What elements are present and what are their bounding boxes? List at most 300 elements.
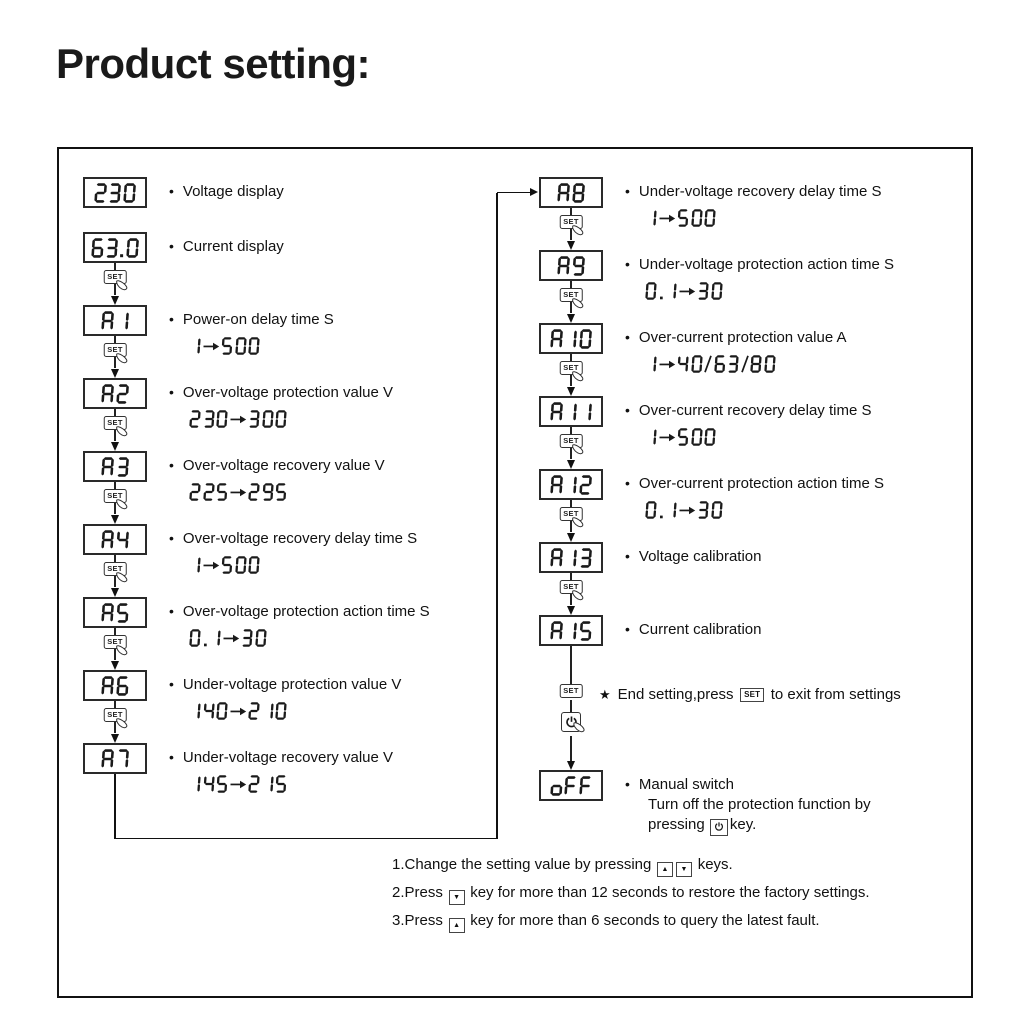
item-label: Power-on delay time S bbox=[182, 311, 334, 328]
range-arrow-icon bbox=[230, 775, 247, 793]
range-arrow-icon bbox=[230, 483, 247, 501]
seven-segment-char bbox=[241, 629, 253, 647]
flow-item bbox=[69, 451, 430, 524]
note-text: 1.Change the setting value by pressing bbox=[392, 856, 652, 873]
flow-item bbox=[525, 542, 894, 615]
note-line bbox=[392, 879, 870, 907]
hand-pointer-icon bbox=[571, 298, 586, 310]
flow-item-description bbox=[169, 232, 284, 257]
power-key-inline bbox=[710, 819, 728, 836]
seven-segment-char bbox=[711, 501, 723, 519]
hand-pointer-icon bbox=[115, 572, 130, 584]
flow-item-box-column bbox=[69, 524, 161, 597]
flow-item-description bbox=[169, 177, 284, 202]
item-label-row bbox=[169, 238, 284, 257]
flow-connector bbox=[69, 208, 161, 232]
seven-segment-char bbox=[101, 384, 114, 404]
connector-line-horizontal bbox=[114, 838, 497, 840]
flow-item-description bbox=[625, 469, 884, 519]
item-label: Over-voltage recovery delay time S bbox=[182, 530, 418, 547]
hand-pointer-icon bbox=[115, 499, 130, 511]
segment-display bbox=[539, 770, 603, 801]
set-key bbox=[560, 288, 583, 302]
connector-line bbox=[570, 736, 572, 761]
flow-item-box-column bbox=[525, 250, 617, 323]
connector-line-vertical-left bbox=[114, 774, 116, 839]
flow-connector bbox=[525, 646, 901, 770]
note-text: keys. bbox=[697, 856, 733, 873]
hand-pointer-icon bbox=[115, 645, 130, 657]
range-arrow-icon bbox=[230, 702, 247, 720]
set-key bbox=[560, 684, 583, 698]
bullet-icon: • bbox=[169, 676, 174, 692]
seven-segment-char bbox=[579, 475, 592, 495]
seven-segment-char bbox=[203, 483, 215, 501]
seven-segment-char bbox=[116, 749, 129, 769]
seven-segment-char bbox=[704, 209, 716, 227]
item-label-row bbox=[169, 311, 334, 330]
item-label-row bbox=[625, 183, 882, 202]
bullet-icon: • bbox=[169, 311, 174, 327]
seven-segment-char bbox=[262, 702, 274, 720]
seven-segment-char bbox=[216, 702, 228, 720]
hand-pointer-icon bbox=[571, 517, 586, 529]
flow-connector bbox=[525, 208, 617, 250]
item-label: Under-voltage recovery value V bbox=[182, 749, 394, 766]
segment-dot bbox=[659, 282, 664, 300]
segment-display bbox=[539, 396, 603, 427]
flow-item-description bbox=[169, 670, 401, 720]
flow-connector bbox=[69, 263, 161, 305]
flow-item bbox=[69, 305, 430, 378]
set-key-label: SET bbox=[104, 343, 127, 357]
item-label: Voltage display bbox=[182, 183, 284, 200]
set-key bbox=[560, 361, 583, 375]
seven-segment-char bbox=[248, 556, 260, 574]
item-range-display bbox=[189, 481, 385, 501]
seven-segment-char bbox=[550, 621, 563, 641]
seven-segment-char bbox=[101, 311, 114, 331]
seven-segment-char bbox=[262, 410, 274, 428]
flow-item-box-column bbox=[525, 542, 617, 615]
seven-segment-char bbox=[116, 311, 129, 331]
set-key bbox=[104, 635, 127, 649]
item-range-display bbox=[189, 408, 393, 428]
flow-item bbox=[69, 670, 430, 743]
note-text: 2.Press bbox=[392, 884, 443, 901]
flow-item bbox=[525, 770, 894, 836]
flow-item-box-column bbox=[69, 597, 161, 670]
end-setting-note bbox=[599, 686, 901, 703]
seven-segment-char bbox=[275, 483, 287, 501]
set-key-label: SET bbox=[104, 708, 127, 722]
segment-display bbox=[83, 451, 147, 482]
seven-segment-char bbox=[108, 183, 121, 203]
set-key bbox=[560, 215, 583, 229]
seven-segment-char bbox=[221, 556, 233, 574]
power-icon bbox=[714, 822, 724, 832]
seven-segment-char bbox=[189, 775, 201, 793]
seven-segment-char bbox=[557, 256, 570, 276]
item-range-display bbox=[645, 353, 847, 373]
set-key-label: SET bbox=[104, 270, 127, 284]
item-label-row bbox=[625, 621, 761, 640]
flow-item bbox=[69, 177, 430, 232]
seven-segment-char bbox=[677, 355, 689, 373]
flow-item-description bbox=[625, 323, 847, 373]
item-label: Under-voltage protection action time S bbox=[638, 256, 895, 273]
segment-display bbox=[539, 250, 603, 281]
bullet-icon: • bbox=[169, 457, 174, 473]
flow-item-description bbox=[625, 177, 882, 227]
set-key-label: SET bbox=[104, 416, 127, 430]
arrow-down-icon bbox=[111, 734, 119, 743]
arrow-head bbox=[530, 188, 538, 196]
up-key-icon: ▲ bbox=[657, 862, 673, 877]
flow-item-box-column bbox=[69, 232, 161, 305]
segment-display bbox=[83, 378, 147, 409]
seven-segment-char bbox=[550, 548, 563, 568]
range-arrow-icon bbox=[659, 428, 676, 446]
bullet-icon: • bbox=[625, 548, 630, 564]
arrow-down-icon bbox=[567, 387, 575, 396]
set-key bbox=[104, 270, 127, 284]
set-key bbox=[104, 489, 127, 503]
note-text: key for more than 6 seconds to query the latest fault. bbox=[470, 912, 820, 929]
seven-segment-char bbox=[579, 402, 592, 422]
seven-segment-char bbox=[216, 410, 228, 428]
bullet-icon: • bbox=[169, 603, 174, 619]
arrow-down-icon bbox=[111, 588, 119, 597]
seven-segment-char bbox=[550, 402, 563, 422]
bullet-icon: • bbox=[625, 329, 630, 345]
seven-segment-char bbox=[116, 676, 129, 696]
segment-display bbox=[83, 524, 147, 555]
flow-item-box-column bbox=[525, 396, 617, 469]
seven-segment-char bbox=[262, 483, 274, 501]
flow-item-description bbox=[625, 542, 762, 567]
set-key-label: SET bbox=[560, 215, 583, 229]
item-label-row bbox=[625, 329, 847, 348]
end-setting-text: End setting,press bbox=[617, 686, 734, 703]
seven-segment-char bbox=[105, 238, 118, 258]
flow-item-description bbox=[169, 378, 393, 428]
seven-segment-char bbox=[101, 603, 114, 623]
item-extra-text bbox=[648, 815, 871, 836]
seven-segment-char bbox=[275, 410, 287, 428]
item-label: Over-current protection value A bbox=[638, 329, 847, 346]
bullet-icon: • bbox=[625, 475, 630, 491]
bullet-icon: • bbox=[169, 384, 174, 400]
seven-segment-char bbox=[248, 337, 260, 355]
seven-segment-char bbox=[645, 209, 657, 227]
set-key bbox=[560, 507, 583, 521]
flow-item-box-column bbox=[525, 177, 617, 250]
seven-segment-char bbox=[248, 483, 260, 501]
set-key bbox=[104, 343, 127, 357]
flow-connector bbox=[525, 427, 617, 469]
item-extra-pre: pressing bbox=[648, 816, 705, 833]
seven-segment-char bbox=[189, 483, 201, 501]
flow-connector bbox=[69, 628, 161, 670]
seven-segment-char bbox=[579, 548, 592, 568]
item-label-row bbox=[625, 256, 894, 275]
set-key bbox=[560, 434, 583, 448]
seven-segment-char bbox=[645, 355, 657, 373]
connector-line-vertical-right bbox=[496, 193, 498, 840]
seven-segment-char bbox=[564, 621, 577, 641]
flow-item-box-column bbox=[69, 743, 161, 774]
hand-pointer-icon bbox=[571, 371, 586, 383]
item-label: Over-voltage protection value V bbox=[182, 384, 394, 401]
segment-dot bbox=[119, 238, 125, 258]
seven-segment-char bbox=[203, 702, 215, 720]
flow-item-box-column bbox=[69, 670, 161, 743]
slash-glyph bbox=[704, 355, 712, 373]
bullet-icon: • bbox=[169, 530, 174, 546]
hand-pointer-icon bbox=[115, 426, 130, 438]
item-label: Current display bbox=[182, 238, 284, 255]
seven-segment-char bbox=[101, 676, 114, 696]
seven-segment-char bbox=[189, 556, 201, 574]
hand-pointer-icon bbox=[571, 444, 586, 456]
seven-segment-char bbox=[579, 329, 592, 349]
item-label: Manual switch bbox=[638, 776, 734, 793]
item-range-display bbox=[189, 700, 401, 720]
arrow-down-icon bbox=[567, 460, 575, 469]
seven-segment-char bbox=[255, 629, 267, 647]
arrow-down-icon bbox=[111, 515, 119, 524]
flow-item-box-column bbox=[525, 323, 617, 396]
segment-display bbox=[83, 305, 147, 336]
note-text: 3.Press bbox=[392, 912, 443, 929]
seven-segment-char bbox=[116, 530, 129, 550]
seven-segment-char bbox=[711, 282, 723, 300]
seven-segment-char bbox=[275, 702, 287, 720]
set-key-label: SET bbox=[560, 580, 583, 594]
item-label-row bbox=[169, 457, 385, 476]
arrow-down-icon bbox=[111, 296, 119, 305]
flow-item bbox=[525, 469, 894, 542]
bullet-icon: • bbox=[169, 183, 174, 199]
hand-pointer-icon bbox=[572, 722, 587, 734]
flow-item-description bbox=[625, 770, 871, 836]
segment-display bbox=[83, 743, 147, 774]
range-arrow-icon bbox=[230, 410, 247, 428]
item-range-display bbox=[189, 335, 334, 355]
seven-segment-char bbox=[209, 629, 221, 647]
seven-segment-char bbox=[750, 355, 762, 373]
seven-segment-char bbox=[116, 384, 129, 404]
seven-segment-char bbox=[691, 428, 703, 446]
flow-item-box-column bbox=[69, 378, 161, 451]
seven-segment-char bbox=[189, 702, 201, 720]
arrow-shaft bbox=[497, 192, 531, 194]
segment-display bbox=[83, 232, 148, 263]
flow-item-description bbox=[625, 396, 871, 446]
bullet-icon: • bbox=[625, 256, 630, 272]
seven-segment-char bbox=[697, 282, 709, 300]
flow-column-left bbox=[69, 177, 430, 793]
flow-item-description bbox=[169, 524, 417, 574]
seven-segment-char bbox=[704, 428, 716, 446]
up-key-icon: ▲ bbox=[449, 918, 465, 933]
flow-item-box-column bbox=[69, 177, 161, 232]
flow-connector bbox=[525, 354, 617, 396]
arrow-down-icon bbox=[111, 442, 119, 451]
seven-segment-char bbox=[564, 402, 577, 422]
flow-item bbox=[525, 177, 894, 250]
item-range-display bbox=[189, 773, 393, 793]
power-key bbox=[561, 712, 581, 732]
hand-pointer-icon bbox=[115, 353, 130, 365]
seven-segment-char bbox=[275, 775, 287, 793]
bullet-icon: • bbox=[625, 183, 630, 199]
hand-pointer-icon bbox=[115, 280, 130, 292]
item-range-display bbox=[189, 627, 430, 647]
seven-segment-char bbox=[189, 629, 201, 647]
set-key bbox=[104, 562, 127, 576]
item-label-row bbox=[169, 603, 430, 622]
seven-segment-char bbox=[645, 282, 657, 300]
flow-item bbox=[69, 597, 430, 670]
seven-segment-char bbox=[677, 209, 689, 227]
segment-dot bbox=[203, 629, 208, 647]
item-label: Over-current recovery delay time S bbox=[638, 402, 872, 419]
item-label-row bbox=[625, 475, 884, 494]
down-key-icon: ▼ bbox=[449, 890, 465, 905]
seven-segment-char bbox=[189, 410, 201, 428]
seven-segment-char bbox=[235, 556, 247, 574]
flow-item bbox=[69, 378, 430, 451]
flow-item bbox=[69, 743, 430, 793]
flow-item-description bbox=[169, 743, 393, 793]
seven-segment-char bbox=[579, 621, 592, 641]
seven-segment-char bbox=[572, 183, 585, 203]
item-label: Over-voltage recovery value V bbox=[182, 457, 385, 474]
bullet-icon: • bbox=[625, 402, 630, 418]
seven-segment-char bbox=[564, 548, 577, 568]
diagram-frame bbox=[57, 147, 973, 998]
flow-connector bbox=[525, 573, 617, 615]
item-extra-tail: key. bbox=[729, 816, 757, 833]
flow-connector bbox=[69, 336, 161, 378]
seven-segment-char bbox=[248, 410, 260, 428]
set-key-label: SET bbox=[560, 361, 583, 375]
down-key-icon: ▼ bbox=[676, 862, 692, 877]
item-label-row bbox=[169, 676, 401, 695]
seven-segment-char bbox=[645, 501, 657, 519]
flow-connector bbox=[69, 482, 161, 524]
item-range-display bbox=[189, 554, 417, 574]
arrow-down-icon bbox=[111, 661, 119, 670]
item-label-row bbox=[625, 776, 871, 795]
item-label-row bbox=[625, 402, 871, 421]
end-setting-text: to exit from settings bbox=[770, 686, 901, 703]
flow-item-box-column bbox=[525, 770, 617, 801]
seven-segment-char bbox=[691, 355, 703, 373]
seven-segment-char bbox=[235, 337, 247, 355]
flow-item bbox=[525, 323, 894, 396]
flow-item bbox=[525, 615, 901, 770]
item-label-row bbox=[169, 384, 393, 403]
seven-segment-char bbox=[572, 256, 585, 276]
arrow-down-icon bbox=[567, 606, 575, 615]
flow-connector bbox=[69, 555, 161, 597]
range-arrow-icon bbox=[679, 282, 696, 300]
seven-segment-char bbox=[91, 238, 104, 258]
item-extra-text: Turn off the protection function by bbox=[648, 795, 871, 813]
range-arrow-icon bbox=[679, 501, 696, 519]
hand-pointer-icon bbox=[571, 590, 586, 602]
note-line bbox=[392, 851, 870, 879]
seven-segment-char bbox=[216, 775, 228, 793]
flow-item bbox=[525, 250, 894, 323]
segment-display bbox=[539, 469, 603, 500]
flow-connector bbox=[69, 701, 161, 743]
item-label: Voltage calibration bbox=[638, 548, 762, 565]
range-arrow-icon bbox=[203, 337, 220, 355]
arrow-down-icon bbox=[567, 241, 575, 250]
item-range-display bbox=[645, 280, 894, 300]
seven-segment-char bbox=[557, 183, 570, 203]
seven-segment-char bbox=[677, 428, 689, 446]
bullet-icon: • bbox=[169, 238, 174, 254]
seven-segment-char bbox=[262, 775, 274, 793]
segment-display bbox=[539, 177, 603, 208]
seven-segment-char bbox=[189, 337, 201, 355]
range-arrow-icon bbox=[203, 556, 220, 574]
flow-item-box-column bbox=[525, 469, 617, 542]
item-label: Over-voltage protection action time S bbox=[182, 603, 430, 620]
segment-display bbox=[539, 615, 603, 646]
flow-item-description bbox=[169, 305, 334, 355]
flow-item-description bbox=[625, 615, 761, 640]
seven-segment-char bbox=[764, 355, 776, 373]
seven-segment-char bbox=[101, 749, 114, 769]
slash-glyph bbox=[741, 355, 749, 373]
page-title: Product setting: bbox=[56, 40, 370, 87]
segment-display bbox=[539, 542, 603, 573]
flow-item-description bbox=[169, 451, 385, 501]
set-key-inline: SET bbox=[740, 688, 764, 702]
set-key-label: SET bbox=[560, 507, 583, 521]
flow-connector bbox=[69, 409, 161, 451]
flow-item-description bbox=[169, 597, 430, 647]
arrow-down-icon bbox=[567, 314, 575, 323]
item-range-display bbox=[645, 499, 884, 519]
seven-segment-char bbox=[116, 603, 129, 623]
segment-display bbox=[539, 323, 603, 354]
bullet-icon: • bbox=[169, 749, 174, 765]
range-arrow-icon bbox=[659, 209, 676, 227]
item-range-display bbox=[645, 426, 871, 446]
arrow-right-icon bbox=[497, 188, 538, 197]
set-key-label: SET bbox=[104, 489, 127, 503]
star-icon: ★ bbox=[599, 686, 611, 702]
item-label: Under-voltage protection value V bbox=[182, 676, 402, 693]
seven-segment-char bbox=[564, 776, 577, 796]
item-label: Over-current protection action time S bbox=[638, 475, 885, 492]
flow-item bbox=[69, 524, 430, 597]
seven-segment-char bbox=[94, 183, 107, 203]
seven-segment-char bbox=[248, 702, 260, 720]
item-label-row bbox=[169, 183, 284, 202]
seven-segment-char bbox=[727, 355, 739, 373]
flow-item-box-column bbox=[69, 305, 161, 378]
set-key-label: SET bbox=[560, 288, 583, 302]
flow-item-description bbox=[625, 250, 894, 300]
